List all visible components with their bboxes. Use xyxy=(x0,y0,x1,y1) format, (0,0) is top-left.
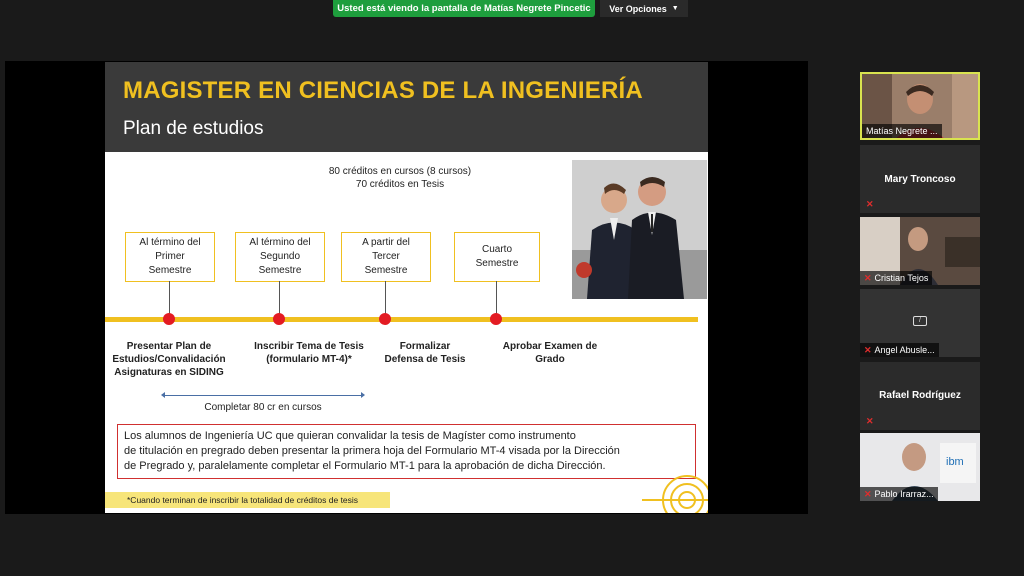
graduates-photo-image xyxy=(572,160,707,299)
milestone-text-1: Al término del Primer Semestre xyxy=(139,237,201,276)
mic-muted-icon: ✕ xyxy=(864,488,872,499)
credits-thesis: 70 créditos en Tesis xyxy=(355,179,445,190)
shared-screen xyxy=(5,61,808,514)
screen-share-text: Usted está viendo la pantalla de Matías Negrete Pincetic xyxy=(337,3,591,14)
participant-name: Matías Negrete ... xyxy=(866,126,938,136)
slide-subtitle: Plan de estudios xyxy=(123,118,264,139)
convalidation-note xyxy=(117,424,696,479)
chevron-down-icon: ▼ xyxy=(671,5,679,12)
milestone-text-2: Al término del Segundo Semestre xyxy=(249,237,311,276)
participant-name: Pablo Irarraz... xyxy=(874,489,934,499)
participant-name: Cristian Tejos xyxy=(874,273,929,283)
milestone-box-1 xyxy=(125,232,215,282)
mic-muted-icon: ✕ xyxy=(866,199,874,209)
participant-tile-mary[interactable] xyxy=(860,145,980,213)
graduates-photo xyxy=(572,160,707,299)
courses-range-arrow xyxy=(165,395,361,396)
participant-name-label xyxy=(862,124,942,138)
footnote-text: *Cuando terminan de inscribir la totalidad de créditos de tesis xyxy=(127,495,359,505)
milestone-box-2 xyxy=(235,232,325,282)
participant-name: Rafael Rodríguez xyxy=(879,390,961,401)
camera-off-icon: / xyxy=(913,316,927,326)
step-label-1: Presentar Plan de Estudios/Convalidación Asignaturas en SIDING xyxy=(112,341,226,378)
slide-header xyxy=(105,62,708,152)
step-label-4: Aprobar Examen de Grado xyxy=(502,341,598,365)
participant-name-label xyxy=(860,487,938,501)
connector-line-3 xyxy=(385,281,386,317)
participant-name: Angel Abusle... xyxy=(874,345,935,355)
connector-line-4 xyxy=(496,281,497,317)
note-line-1: Los alumnos de Ingeniería UC que quieran convalidar la tesis de Magíster como instrumento xyxy=(124,430,576,442)
slide-title: MAGISTER EN CIENCIAS DE LA INGENIERÍA xyxy=(123,77,643,104)
participant-name-label xyxy=(860,271,932,285)
step-label-3: Formalizar Defensa de Tesis xyxy=(384,341,466,365)
credits-summary xyxy=(305,165,495,191)
note-line-2: de titulación en pregrado deben presentar la primera hoja del Formulario MT-4 visada por la Dirección xyxy=(124,445,620,457)
step-label-2: Inscribir Tema de Tesis (formulario MT-4)* xyxy=(254,341,364,365)
svg-text:ibm: ibm xyxy=(946,456,964,468)
milestone-box-4 xyxy=(454,232,540,282)
timeline-dot-3 xyxy=(379,313,391,325)
presentation-slide xyxy=(105,62,708,513)
view-options-button[interactable] xyxy=(600,0,688,17)
mic-muted-icon: ✕ xyxy=(864,344,872,355)
connector-line-1 xyxy=(169,281,170,317)
view-options-label: Ver Opciones xyxy=(609,3,667,14)
milestone-box-3 xyxy=(341,232,431,282)
participant-tile-matias[interactable] xyxy=(860,72,980,140)
note-line-3: de Pregrado y, paralelamente completar el Formulario MT-1 para la aprobación de dicha Dirección. xyxy=(124,460,606,472)
milestone-text-3: A partir del Tercer Semestre xyxy=(362,237,410,276)
courses-range-label: Completar 80 cr en cursos xyxy=(204,402,322,413)
credits-courses: 80 créditos en cursos (8 cursos) xyxy=(328,166,472,177)
participant-tile-cristian[interactable] xyxy=(860,217,980,285)
participant-tile-pablo[interactable] xyxy=(860,433,980,501)
timeline-bar xyxy=(105,317,698,322)
screen-share-banner xyxy=(333,0,595,17)
participant-name-label xyxy=(860,343,939,357)
mic-muted-icon: ✕ xyxy=(866,416,874,426)
footnote-bar xyxy=(105,492,390,508)
decorative-rings xyxy=(642,464,708,513)
timeline-dot-4 xyxy=(490,313,502,325)
milestone-text-4: Cuarto Semestre xyxy=(475,244,519,269)
connector-line-2 xyxy=(279,281,280,317)
mic-muted-icon: ✕ xyxy=(864,272,872,283)
timeline-dot-2 xyxy=(273,313,285,325)
participant-name: Mary Troncoso xyxy=(884,174,956,185)
timeline-dot-1 xyxy=(163,313,175,325)
participant-tile-angel[interactable] xyxy=(860,289,980,357)
participant-tile-rafael[interactable] xyxy=(860,362,980,430)
